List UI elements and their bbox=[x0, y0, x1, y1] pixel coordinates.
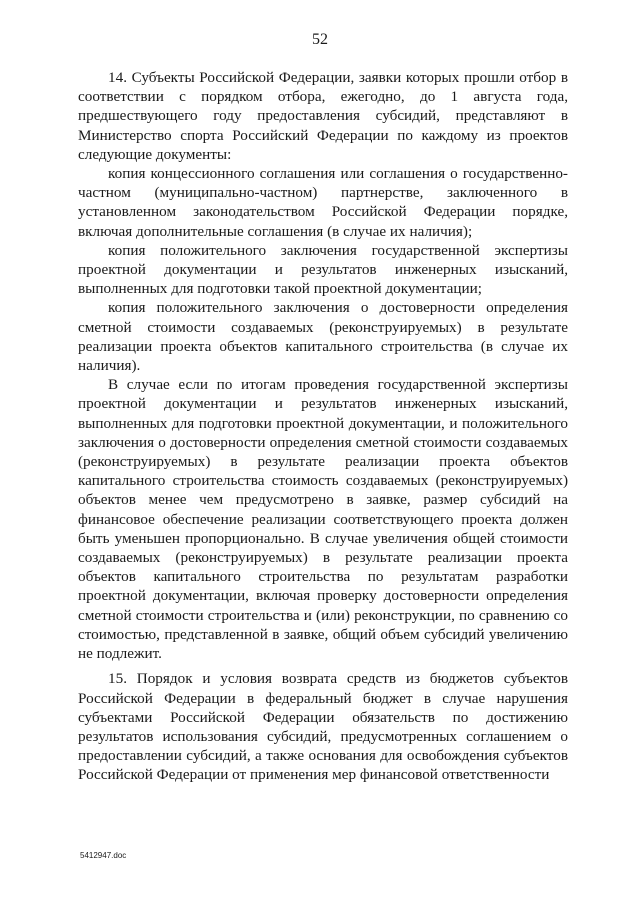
paragraph-subsidy-adjustment: В случае если по итогам проведения государственной экспертизы проектной документации и результатов инженерных изысканий, выполненных для подготовки проектной документации, и положительного заключения о достоверности определения сметной стоимости создаваемых (реконструируемых) в результате реализации проекта объектов капитального строительства стоимость создаваемых (реконструируемых) объектов менее чем предусмотрено в заявке, размер субсидий на финансовое обеспечение реализации соответствующего проекта должен быть уменьшен пропорционально. В случае увеличения общей стоимости создаваемых (реконструируемых) в результате реализации проекта объектов капитального строительства по результатам разработки проектной документации, включая проверку достоверности определения сметной стоимости строительства и (или) реконструкции, по сравнению со стоимостью, представленной в заявке, общий объем субсидий увеличению не подлежит. bbox=[78, 376, 568, 663]
paragraph-14: 14. Субъекты Российской Федерации, заявки которых прошли отбор в соответствии с порядком отбора, ежегодно, до 1 августа года, предшествующего году предоставления субсидий, представляют в Министерство спорта Российский Федерации по каждому из проектов следующие документы: bbox=[78, 69, 568, 163]
paragraph-concession-copy: копия концессионного соглашения или соглашения о государственно-частном (муниципально-частном) партнерстве, заключенного в установленном законодательством Российской Федерации порядке, включая дополнительные соглашения (в случае их наличия); bbox=[78, 165, 568, 240]
paragraph-expertise-copy: копия положительного заключения государственной экспертизы проектной документации и результатов инженерных изысканий, выполненных для подготовки такой проектной документации; bbox=[78, 241, 568, 298]
page-number: 52 bbox=[312, 31, 328, 48]
paragraph-15: 15. Порядок и условия возврата средств из бюджетов субъектов Российской Федерации в федеральный бюджет в случае нарушения субъектами Российской Федерации обязательств по достижению результатов использования субсидий, предусмотренных соглашением о предоставлении субсидий, а также основания для освобождения субъектов Российской Федерации от применения мер финансовой ответственности bbox=[78, 670, 568, 784]
paragraph-cost-conclusion-copy: копия положительного заключения о достоверности определения сметной стоимости создаваемых (реконструируемых) в результате реализации проекта объектов капитального строительства (в случае их наличия). bbox=[78, 299, 568, 375]
document-body bbox=[78, 68, 568, 785]
footer-filename: 5412947.doc bbox=[80, 851, 127, 860]
